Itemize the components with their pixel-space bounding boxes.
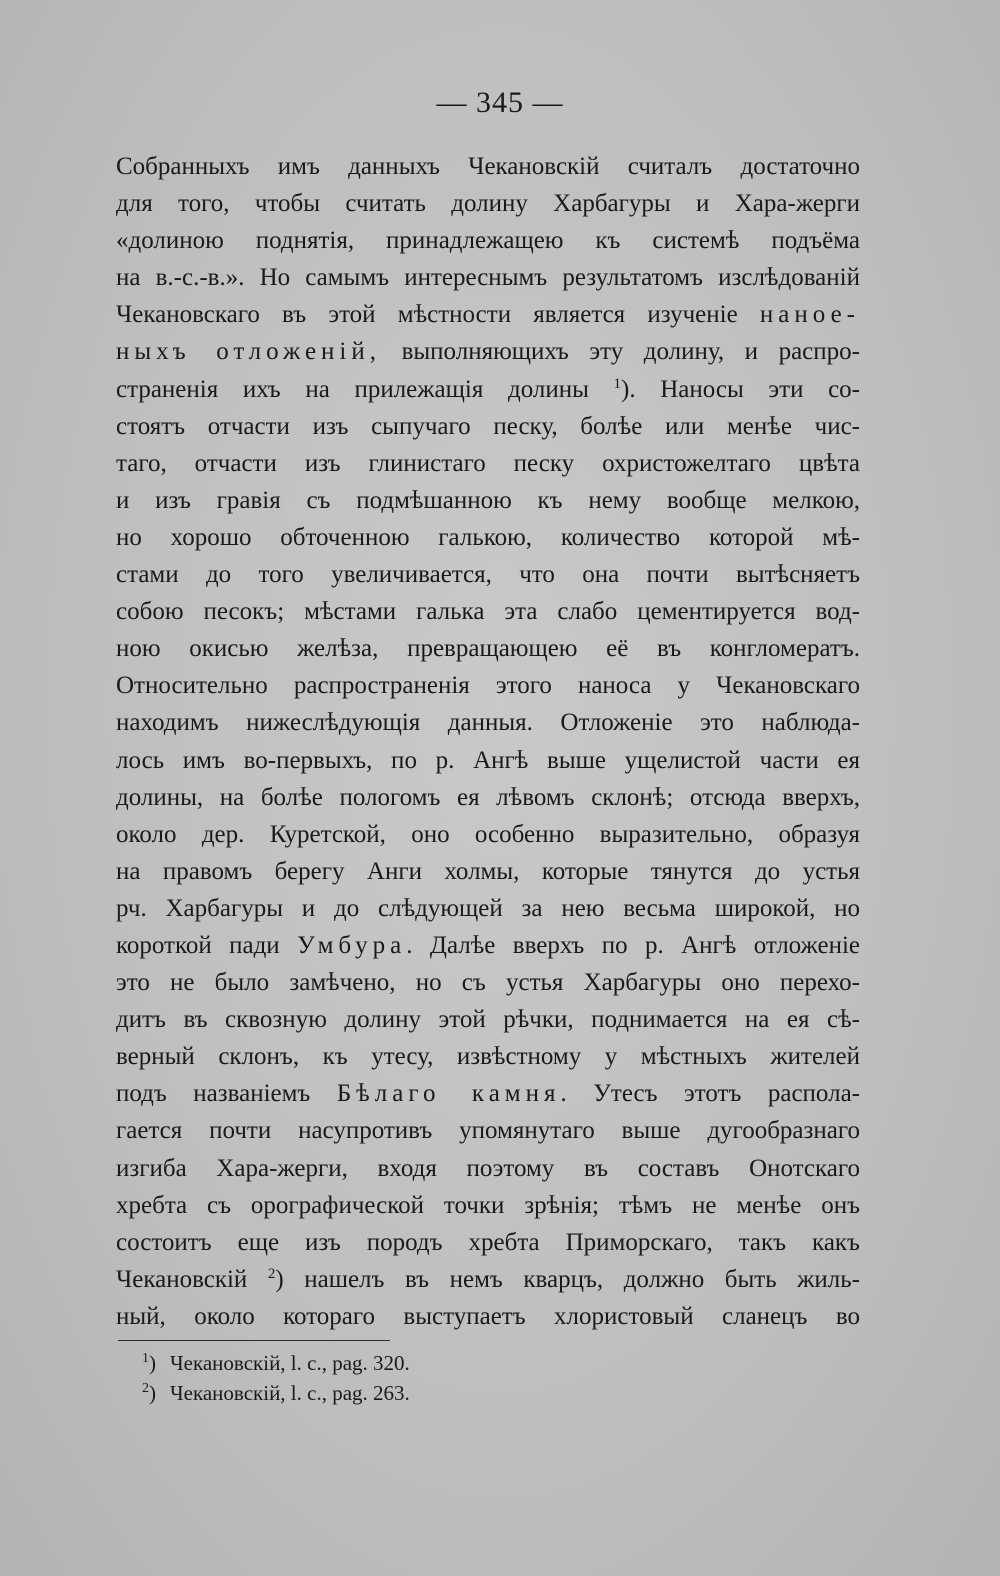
text-line: ный, около котораго выступаетъ хлористовый сланецъ во: [116, 1302, 860, 1330]
footnote: [142, 1378, 410, 1408]
text-line: верный склонъ, къ утесу, извѣстному у мѣстныхъ жителей: [116, 1043, 860, 1071]
text-segment: страненія ихъ на прилежащія долины: [116, 375, 589, 403]
text-line: около дер. Куретской, оно особенно выразительно, образуя: [116, 820, 860, 848]
text-line: на правомъ берегу Анги холмы, которые тянутся до устья: [116, 857, 860, 885]
text-line: Собранныхъ имъ данныхъ Чекановскій считалъ достаточно: [116, 153, 860, 180]
spaced-term: Бѣлаго камня: [336, 1080, 561, 1108]
text-line: стами до того увеличивается, что она почти вытѣсняетъ: [116, 561, 860, 589]
text-line: собою песокъ; мѣстами галька эта слабо цементируется вод-: [116, 598, 860, 626]
footnotes: [142, 1348, 410, 1408]
text-segment: . Далѣе вверхъ по р. Ангѣ отложеніе: [406, 931, 861, 959]
text-segment: ) нашелъ въ немъ кварцъ, должно быть жиль-: [275, 1265, 861, 1293]
text-line: на в.-с.-в.». Но самымъ интереснымъ результатомъ изслѣдованій: [116, 264, 860, 292]
footnote-divider: [118, 1340, 390, 1341]
spaced-term: наное-: [759, 301, 860, 329]
text-line: состоитъ еще изъ породъ хребта Приморскаго, такъ какъ: [116, 1228, 860, 1256]
body-text: [116, 148, 860, 1335]
footnote-text: Чекановскій, l. c., pag. 263.: [170, 1381, 410, 1405]
text-line: находимъ нижеслѣдующія данныя. Отложеніе это наблюда-: [116, 709, 860, 737]
text-line: дитъ въ сквозную долину этой рѣчки, поднимается на ея сѣ-: [116, 1006, 860, 1034]
text-line: и изъ гравія съ подмѣшанною къ нему вообще мелкою,: [116, 486, 860, 514]
footnote-mark: $^2$): [142, 1381, 156, 1405]
text-line: долины, на болѣе пологомъ ея лѣвомъ склонѣ; отсюда вверхъ,: [116, 783, 860, 811]
page-number: — 345 —: [436, 86, 564, 119]
text-line: Относительно распространенія этого наноса у Чекановскаго: [116, 672, 860, 700]
spaced-term: ныхъ отложеній,: [116, 338, 382, 366]
text-segment: . Утесъ этотъ распола-: [560, 1080, 860, 1108]
text-line: [116, 1261, 860, 1298]
text-line: таго, отчасти изъ глинистаго песку охристожелтаго цвѣта: [116, 449, 860, 477]
text-line: лось имъ во-первыхъ, по р. Ангѣ выше ущелистой части ея: [116, 746, 860, 774]
text-segment: выполняющихъ эту долину, и распро-: [401, 338, 860, 366]
text-segment: подъ названіемъ: [116, 1080, 311, 1108]
text-line: [116, 1075, 860, 1112]
footnote: [142, 1348, 410, 1378]
text-line: [116, 927, 860, 964]
text-line: изгиба Хара-жерги, входя поэтому въ составъ Онотскаго: [116, 1154, 860, 1182]
text-line: стоятъ отчасти изъ сыпучаго песку, болѣе или менѣе чис-: [116, 412, 860, 440]
footnote-text: Чекановскій, l. c., pag. 320.: [170, 1351, 410, 1375]
text-segment: ). Наносы эти со-: [621, 375, 860, 403]
footnote-ref: 2: [267, 1265, 276, 1282]
text-line: ною окисью желѣза, превращающею её въ конгломератъ.: [116, 635, 860, 663]
text-line: [116, 333, 860, 370]
footnote-mark: $^1$): [142, 1351, 156, 1375]
text-segment: Чекановскій: [116, 1265, 248, 1293]
spaced-term: Умбура: [297, 931, 407, 959]
text-segment: короткой пади: [116, 931, 280, 959]
text-line: «долиною поднятія, принадлежащею къ системѣ подъёма: [116, 227, 860, 255]
text-line: для того, чтобы считать долину Харбагуры и Хара-жерги: [116, 190, 860, 218]
text-line: [116, 296, 860, 333]
text-line: это не было замѣчено, но съ устья Харбагуры оно перехо-: [116, 969, 860, 997]
text-line: рч. Харбагуры и до слѣдующей за нею весьма широкой, но: [116, 894, 860, 922]
text-line: хребта съ орографической точки зрѣнія; тѣмъ не менѣе онъ: [116, 1191, 860, 1219]
text-segment: Чекановскаго въ этой мѣстности является изученіе: [116, 301, 738, 329]
footnote-ref: 1: [613, 375, 622, 392]
text-line: гается почти насупротивъ упомянутаго выше дугообразнаго: [116, 1117, 860, 1145]
text-line: [116, 371, 860, 408]
text-line: но хорошо обточенною галькою, количество которой мѣ-: [116, 523, 860, 551]
